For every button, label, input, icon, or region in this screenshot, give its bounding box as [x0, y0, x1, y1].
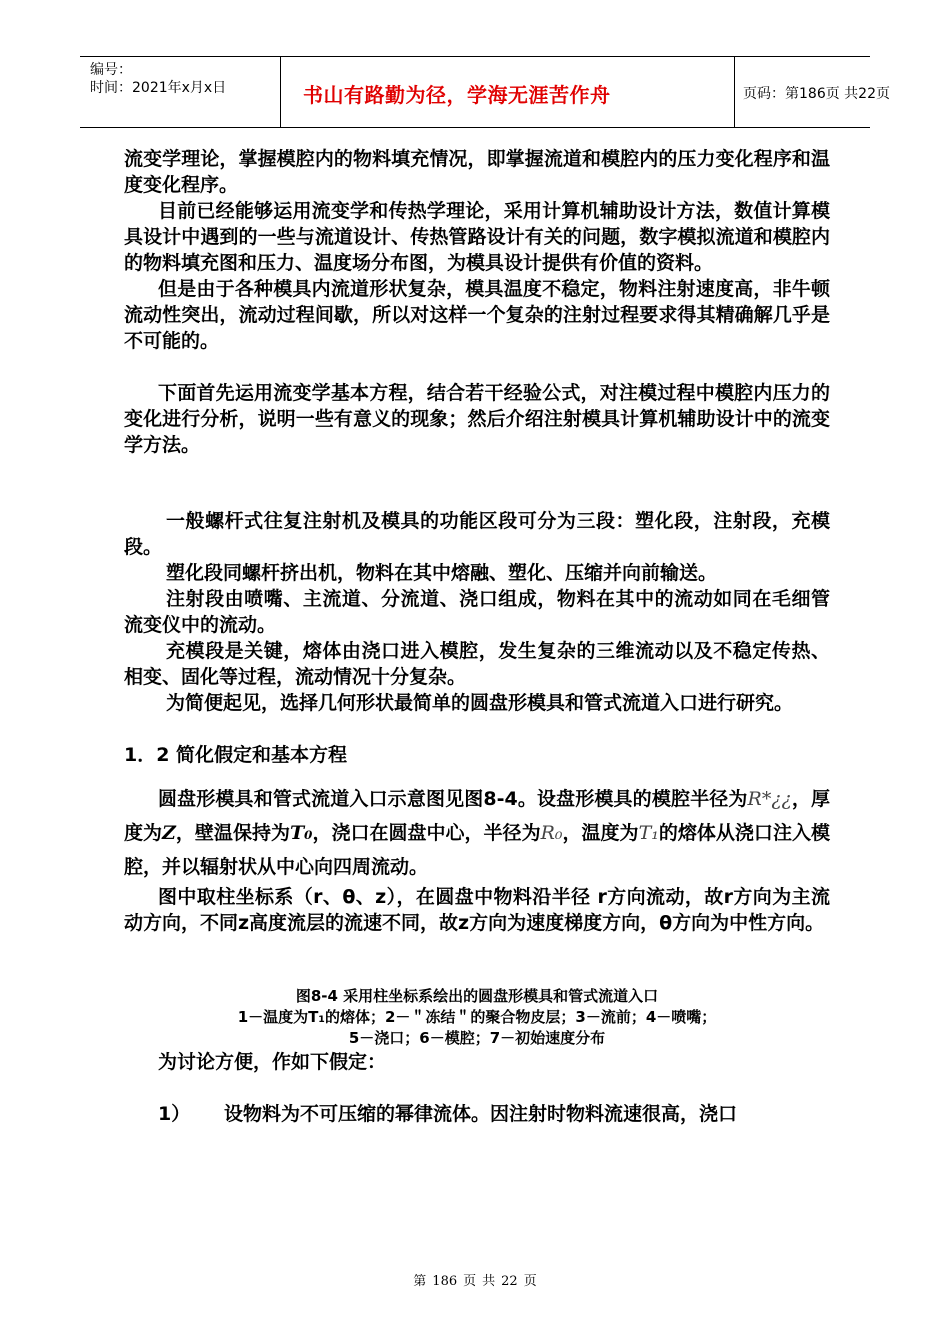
figure-caption-legend: 5－浇口；6－模腔；7－初始速度分布: [348, 1029, 606, 1047]
list-item-number: 1）: [158, 1103, 191, 1125]
header-number-label: 编号：: [90, 62, 132, 78]
header-meta: [80, 57, 280, 127]
symbol-R0: R₀: [540, 822, 563, 844]
document-body: [124, 146, 830, 1127]
paragraph: 图中取柱坐标系（r、θ、z），在圆盘中物料沿半径 r方向流动，故r方向为主流动方向，不同z高度流层的流速不同，故z方向为速度梯度方向，θ方向为中性方向。: [124, 886, 830, 934]
list-item-text: 设物料为不可压缩的幂律流体。因注射时物料流速很高，浇口: [224, 1103, 738, 1125]
figure-caption-legend: 1－温度为T₁的熔体；2－＂冻结＂的聚合物皮层；3－流前；4－喷嘴；: [237, 1008, 717, 1026]
header-motto: 书山有路勤为径，学海无涯苦作舟: [303, 83, 611, 107]
header-page-label: 页码：第186页 共22页: [743, 86, 890, 102]
footer-total-pages: 22: [501, 1274, 518, 1289]
list-item: [124, 1101, 830, 1127]
section-title: 1．2 简化假定和基本方程: [124, 744, 348, 766]
page-header: [80, 56, 890, 128]
paragraph: 为简便起见，选择几何形状最简单的圆盘形模具和管式流道入口进行研究。: [166, 692, 794, 714]
paragraph: 为讨论方便，作如下假定：: [158, 1051, 387, 1073]
symbol-T1: T₁: [638, 822, 659, 844]
paragraph: 塑化段同螺杆挤出机，物料在其中熔融、塑化、压缩并向前输送。: [166, 562, 718, 584]
paragraph: 目前已经能够运用流变学和传热学理论，采用计算机辅助设计方法，数值计算模具设计中遇到的一些与流道设计、传热管路设计有关的问题，数字模拟流道和模腔内的物料填充图和压力、温度场分布图，为模具设计提供有价值的资料。: [124, 200, 830, 274]
figure-caption-title: 图8-4 采用柱坐标系绘出的圆盘形模具和管式流道入口: [295, 987, 659, 1005]
paragraph: 一般螺杆式往复注射机及模具的功能区段可分为三段：塑化段，注射段，充模段。: [124, 510, 830, 558]
page-footer: 第 186 页 共 22 页: [413, 1274, 537, 1289]
paragraph: 注射段由喷嘴、主流道、分流道、浇口组成，物料在其中的流动如同在毛细管流变仪中的流动。: [124, 588, 830, 636]
header-motto-cell: [280, 57, 735, 127]
paragraph: 充模段是关键，熔体由浇口进入模腔，发生复杂的三维流动以及不稳定传热、相变、固化等过程，流动情况十分复杂。: [124, 640, 830, 688]
paragraph: 但是由于各种模具内流道形状复杂，模具温度不稳定，物料注射速度高，非牛顿流动性突出，流动过程间歇，所以对这样一个复杂的注射过程要求得其精确解几乎是不可能的。: [124, 278, 830, 352]
paragraph-disc-mold: 圆盘形模具和管式流道入口示意图见图8-4。设盘形模具的模腔半径为R*¿¿，厚度为Z，壁温保持为T₀，浇口在圆盘中心，半径为R₀，温度为T₁的熔体从浇口注入模腔，并以辐射状从中心向四周流动。: [124, 788, 830, 878]
symbol-R: R*¿¿: [747, 788, 792, 810]
paragraph: 下面首先运用流变学基本方程，结合若干经验公式，对注模过程中模腔内压力的变化进行分析，说明一些有意义的现象；然后介绍注射模具计算机辅助设计中的流变学方法。: [124, 382, 830, 456]
paragraph: 流变学理论，掌握模腔内的物料填充情况，即掌握流道和模腔内的压力变化程序和温度变化程序。: [124, 148, 830, 196]
header-time-label: 时间：2021年x月x日: [90, 80, 227, 96]
footer-page-number: 186: [432, 1274, 458, 1289]
